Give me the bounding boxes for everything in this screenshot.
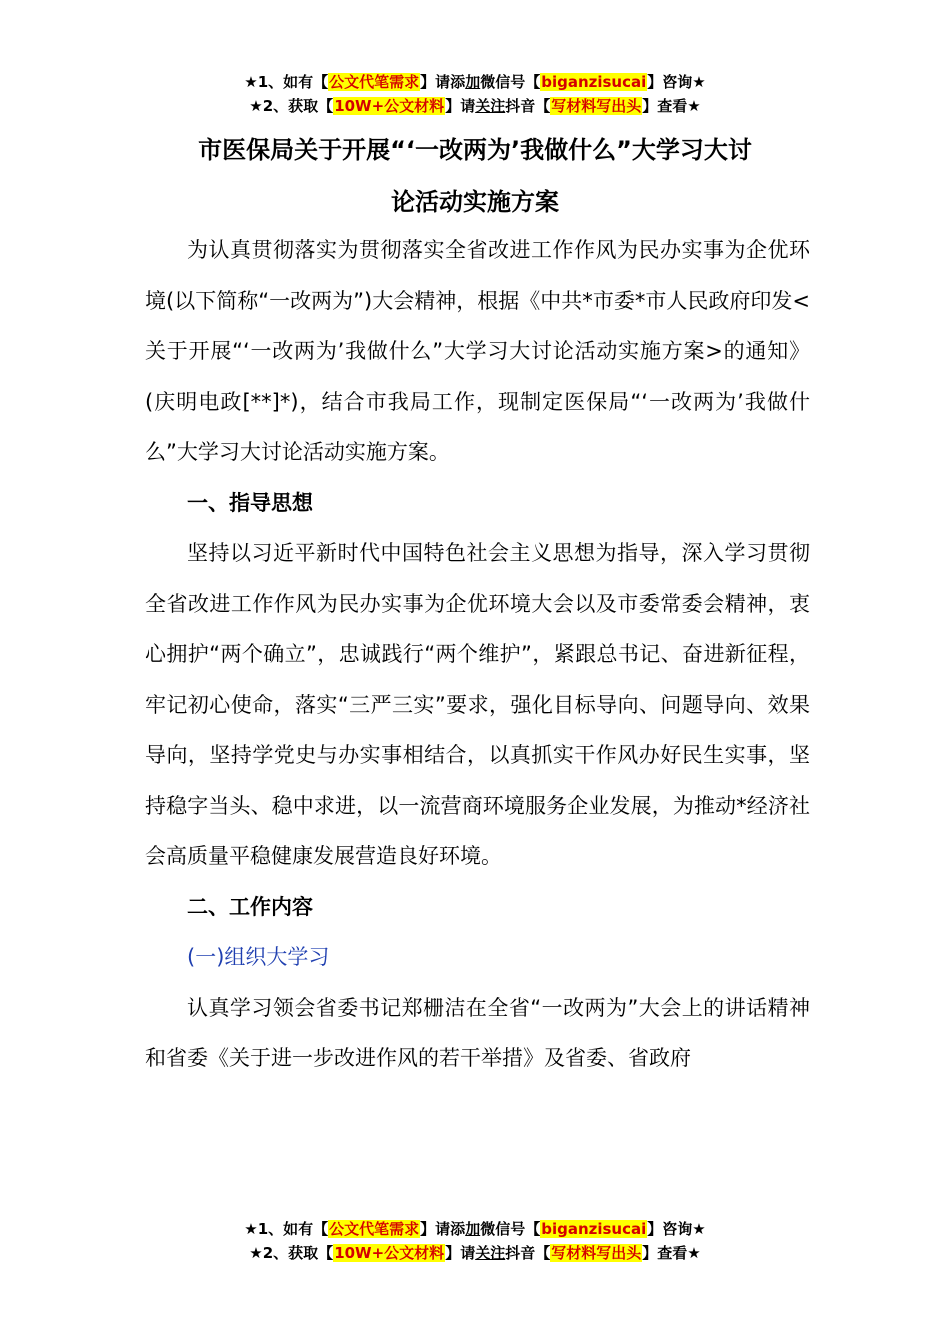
banner-line-1: ★1、如有【公文代笔需求】请添加微信号【biganzisucai】咨询★ [244,1220,706,1238]
guiding-ideology-paragraph: 坚持以习近平新时代中国特色社会主义思想为指导，深入学习贯彻全省改进工作作风为民办实事为企优环境大会以及市委常委会精神，衷心拥护“两个确立”，忠诚践行“两个维护”，紧跟总书记、奋进新征程，牢记初心使命，落实“三严三实”要求，强化目标导向、问题导向、效果导向，坚持学党史与办实事相结合，以真抓实干作风办好民生实事，坚持稳字当头、稳中求进，以一流营商环境服务企业发展，为推动*经济社会高质量平稳健康发展营造良好环境。 [145,541,810,868]
service-highlight: 公文代笔需求 [329,1220,420,1238]
service-highlight: 公文代笔需求 [329,73,420,91]
bottom-banner [0,1217,950,1265]
document-body [145,225,810,1084]
document-title [140,124,810,228]
banner-line-2: ★2、获取【10W+公文材料】请关注抖音【写材料写出头】查看★ [249,1244,701,1262]
banner-line-1: ★1、如有【公文代笔需求】请添加微信号【biganzisucai】咨询★ [244,73,706,91]
top-banner [0,70,950,118]
title-line-1: 市医保局关于开展“‘一改两为’我做什么”大学习大讨 [198,136,752,164]
intro-paragraph: 为认真贯彻落实为贯彻落实全省改进工作作风为民办实事为企优环境(以下简称“一改两为”)大会精神，根据《中共*市委*市人民政府印发<关于开展“‘一改两为’我做什么”大学习大讨论活动实施方案>的通知》(庆明电政[**]*)，结合市我局工作，现制定医保局“‘一改两为’我做什么”大学习大讨论活动实施方案。 [145,238,810,464]
subheading-organize-study: (一)组织大学习 [187,945,330,969]
heading-work-content: 二、工作内容 [187,894,313,919]
douyin-account-highlight: 写材料写出头 [551,97,642,115]
douyin-account-highlight: 写材料写出头 [551,1244,642,1262]
wechat-id-highlight: biganzisucai [541,1220,647,1238]
study-paragraph: 认真学习领会省委书记郑栅洁在全省“一改两为”大会上的讲话精神和省委《关于进一步改进作风的若干举措》及省委、省政府 [145,995,810,1070]
wechat-id-highlight: biganzisucai [541,73,647,91]
heading-guiding-ideology: 一、指导思想 [187,490,313,515]
title-line-2: 论活动实施方案 [391,188,559,216]
materials-highlight: 10W+公文材料 [334,1244,445,1262]
banner-line-2: ★2、获取【10W+公文材料】请关注抖音【写材料写出头】查看★ [249,97,701,115]
materials-highlight: 10W+公文材料 [334,97,445,115]
